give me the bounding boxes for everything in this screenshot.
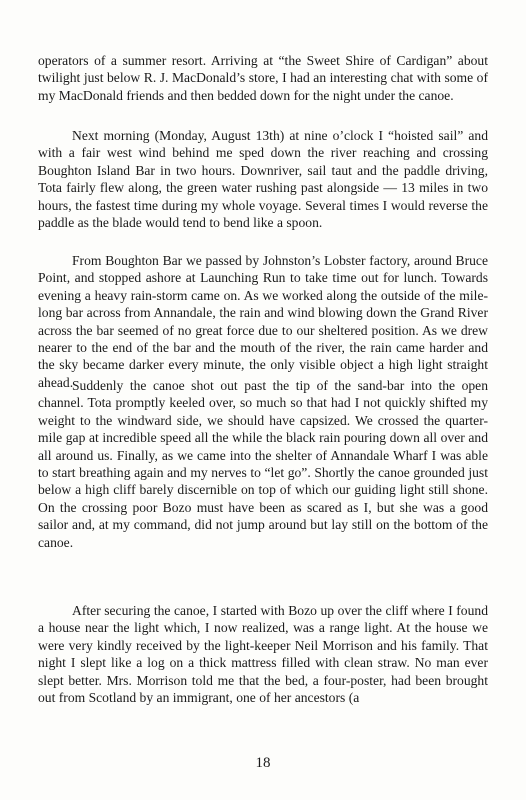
paragraph-next-morning: Next morning (Monday, August 13th) at nine o’clock I “hoisted sail” and with a fair west wind behind me sped down the river reaching and crossing Boughton Island Bar in two hours. Downriver, sail taut and the paddle driving, Tota fairly flew along, the green water rushing past alongside — 13 miles in two hours, the fastest time during my whole voyage. Several times I would reverse the paddle as the blade would tend to bend like a spoon.: [38, 128, 488, 231]
paragraph-securing-canoe: After securing the canoe, I started with Bozo up over the cliff where I found a house near the light which, I now realized, was a range light. At the house we were very kindly received by the light-keeper Neil Morrison and his family. That night I slept like a log on a thick mattress filled with clean straw. No man ever slept better. Mrs. Morrison told me that the bed, a four-poster, had been brought out from Scotland by an immigrant, one of her ancestors (a: [38, 603, 488, 706]
page-number: 18: [255, 755, 271, 771]
paragraph-continued: operators of a summer resort. Arriving at “the Sweet Shire of Cardigan” about twilight just below R. J. MacDonald’s store, I had an interesting chat with some of my MacDonald friends and then bedded down for the night under the canoe.: [38, 53, 488, 103]
paragraph-boughton-bar: From Boughton Bar we passed by Johnston’s Lobster factory, around Bruce Point, and stopped ashore at Launching Run to take time out for lunch. Towards evening a heavy rain-storm came on. As we worked along the outside of the mile-long bar across from Annandale, the rain and wind blowing down the Grand River across the bar seemed of no great force due to our sheltered position. As we drew nearer to the end of the bar and the mouth of the river, the rain came harder and the sky became darker every minute, the only visible object a high light straight ahead.: [38, 253, 488, 390]
paragraph-canoe-shot-out: Suddenly the canoe shot out past the tip of the sand-bar into the open channel. Tota promptly keeled over, so much so that had I not quickly shifted my weight to the windward side, we should have capsized. We crossed the quarter-mile gap at incredible speed all the while the black rain pouring down all over and all around us. Finally, as we came into the shelter of Annandale Wharf I was able to start breathing again and my nerves to “let go”. Shortly the canoe grounded just below a high cliff barely discernible on top of which our guiding light still shone. On the crossing poor Bozo must have been as scared as I, but she was a good sailor and, at my command, did not jump around but lay still on the bottom of the canoe.: [38, 378, 488, 550]
